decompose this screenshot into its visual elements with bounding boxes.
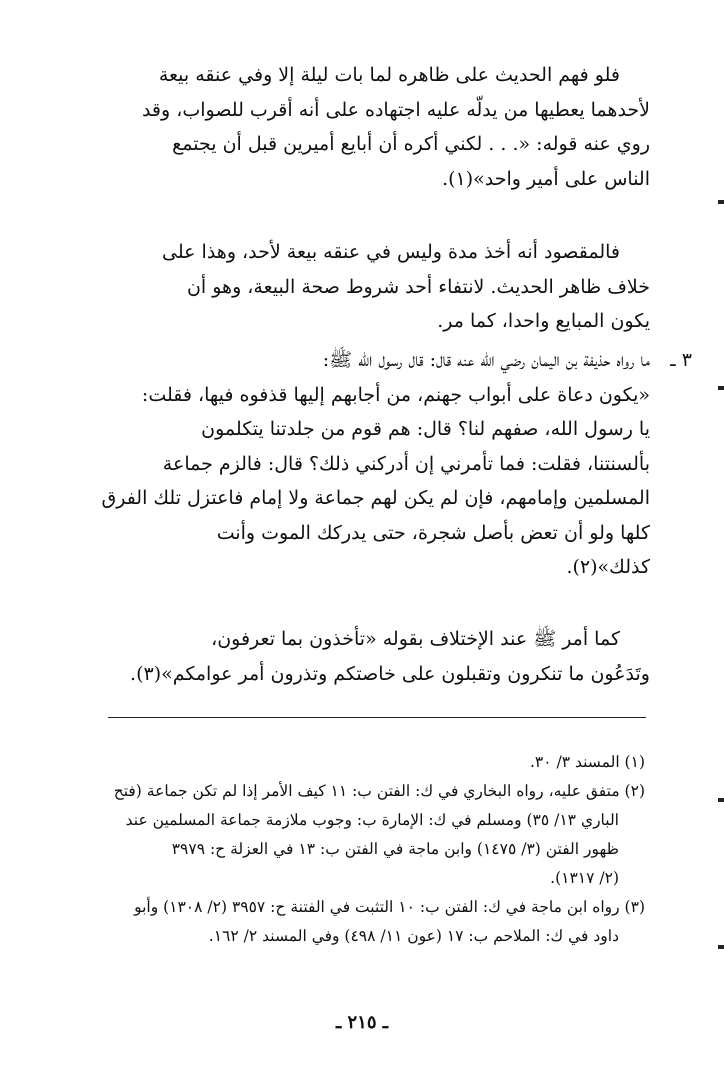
footnote-line: (١) المسند ٣/ ٣٠. xyxy=(529,753,645,771)
paragraph-2 xyxy=(100,235,650,339)
text-line: الناس على أمير واحد»(١). xyxy=(442,167,650,190)
footnote-separator xyxy=(108,717,646,718)
numbered-item-3 xyxy=(100,343,692,585)
footnote-2 xyxy=(100,777,645,893)
text-line: وتَدَعُون ما تنكرون وتقبلون على خاصتكم وتذرون أمر عوامكم»(٣). xyxy=(130,662,650,685)
scan-edge-mark xyxy=(718,386,724,390)
footnote-line: ظهور الفتن (٣/ ١٤٧٥) وابن ماجة في الفتن ب: ١٣ في العزلة ح: ٣٩٧٩ xyxy=(171,840,619,858)
footnote-line: داود في ك: الملاحم ب: ١٧ (عون ١١/ ٤٩٨) وفي المسند ٢/ ١٦٢. xyxy=(208,927,619,945)
text-line: فلو فهم الحديث على ظاهره لما بات ليلة إلا وفي عنقه بيعة xyxy=(158,64,620,86)
scan-edge-mark xyxy=(718,945,724,949)
text-line: المسلمين وإمامهم، فإن لم يكن لهم جماعة ولا إمام فاعتزل تلك الفرق xyxy=(101,487,650,509)
footnotes xyxy=(100,748,645,951)
footnote-line: الباري ١٣/ ٣٥) ومسلم في ك: الإمارة ب: وجوب ملازمة جماعة المسلمين عند xyxy=(125,811,619,829)
text-line: لأحدهما يعطيها من يدلّه عليه اجتهاده على أنه أقرب للصواب، وقد xyxy=(141,98,650,121)
footnote-line: (٢/ ١٣١٧). xyxy=(550,869,619,887)
text-line: يا رسول الله، صفهم لنا؟ قال: هم قوم من جلدتنا يتكلمون xyxy=(201,418,650,440)
text-line: بألسنتنا، فقلت: فما تأمرني إن أدركني ذلك؟ قال: فالزم جماعة xyxy=(162,452,650,475)
text-line: «يكون دعاة على أبواب جهنم، من أجابهم إليها قذفوه فيها، فقلت: xyxy=(141,383,650,406)
page-number: ـ ٢١٥ ـ xyxy=(335,1012,389,1033)
scan-edge-mark xyxy=(718,200,724,204)
text-line: روي عنه قوله: «. . . لكني أكره أن أبايع أميرين قبل أن يجتمع xyxy=(172,133,650,155)
paragraph-1 xyxy=(100,58,650,196)
text-line: يكون المبايع واحدا، كما مر. xyxy=(437,310,650,332)
item-number: ٣ ـ xyxy=(670,349,692,371)
text-line: كلها ولو أن تعض بأصل شجرة، حتى يدركك الموت وأنت xyxy=(216,521,650,544)
footnote-line: (٢) متفق عليه، رواه البخاري في ك: الفتن ب: ١١ كيف الأمر إذا لم تكن جماعة (فتح xyxy=(113,782,645,800)
text-line: ما رواه حذيفة بن اليمان رضي الله عنه قال: قال رسول الله ﷺ: xyxy=(322,349,650,371)
text-line: خلاف ظاهر الحديث. لانتفاء أحد شروط صحة البيعة، وهو أن xyxy=(186,275,650,298)
text-line: كذلك»(٢). xyxy=(566,556,650,578)
footnote-line: (٣) رواه ابن ماجة في ك: الفتن ب: ١٠ التثبت في الفتنة ح: ٣٩٥٧ (٢/ ١٣٠٨) وأبو xyxy=(134,898,645,916)
scan-edge-mark xyxy=(718,798,724,802)
paragraph-4 xyxy=(100,622,650,691)
footnote-1 xyxy=(100,748,645,777)
text-line: فالمقصود أنه أخذ مدة وليس في عنقه بيعة لأحد، وهذا على xyxy=(162,241,620,263)
footnote-3 xyxy=(100,893,645,951)
text-line: كما أمر ﷺ عند الإختلاف بقوله «تأخذون بما تعرفون، xyxy=(211,628,620,650)
